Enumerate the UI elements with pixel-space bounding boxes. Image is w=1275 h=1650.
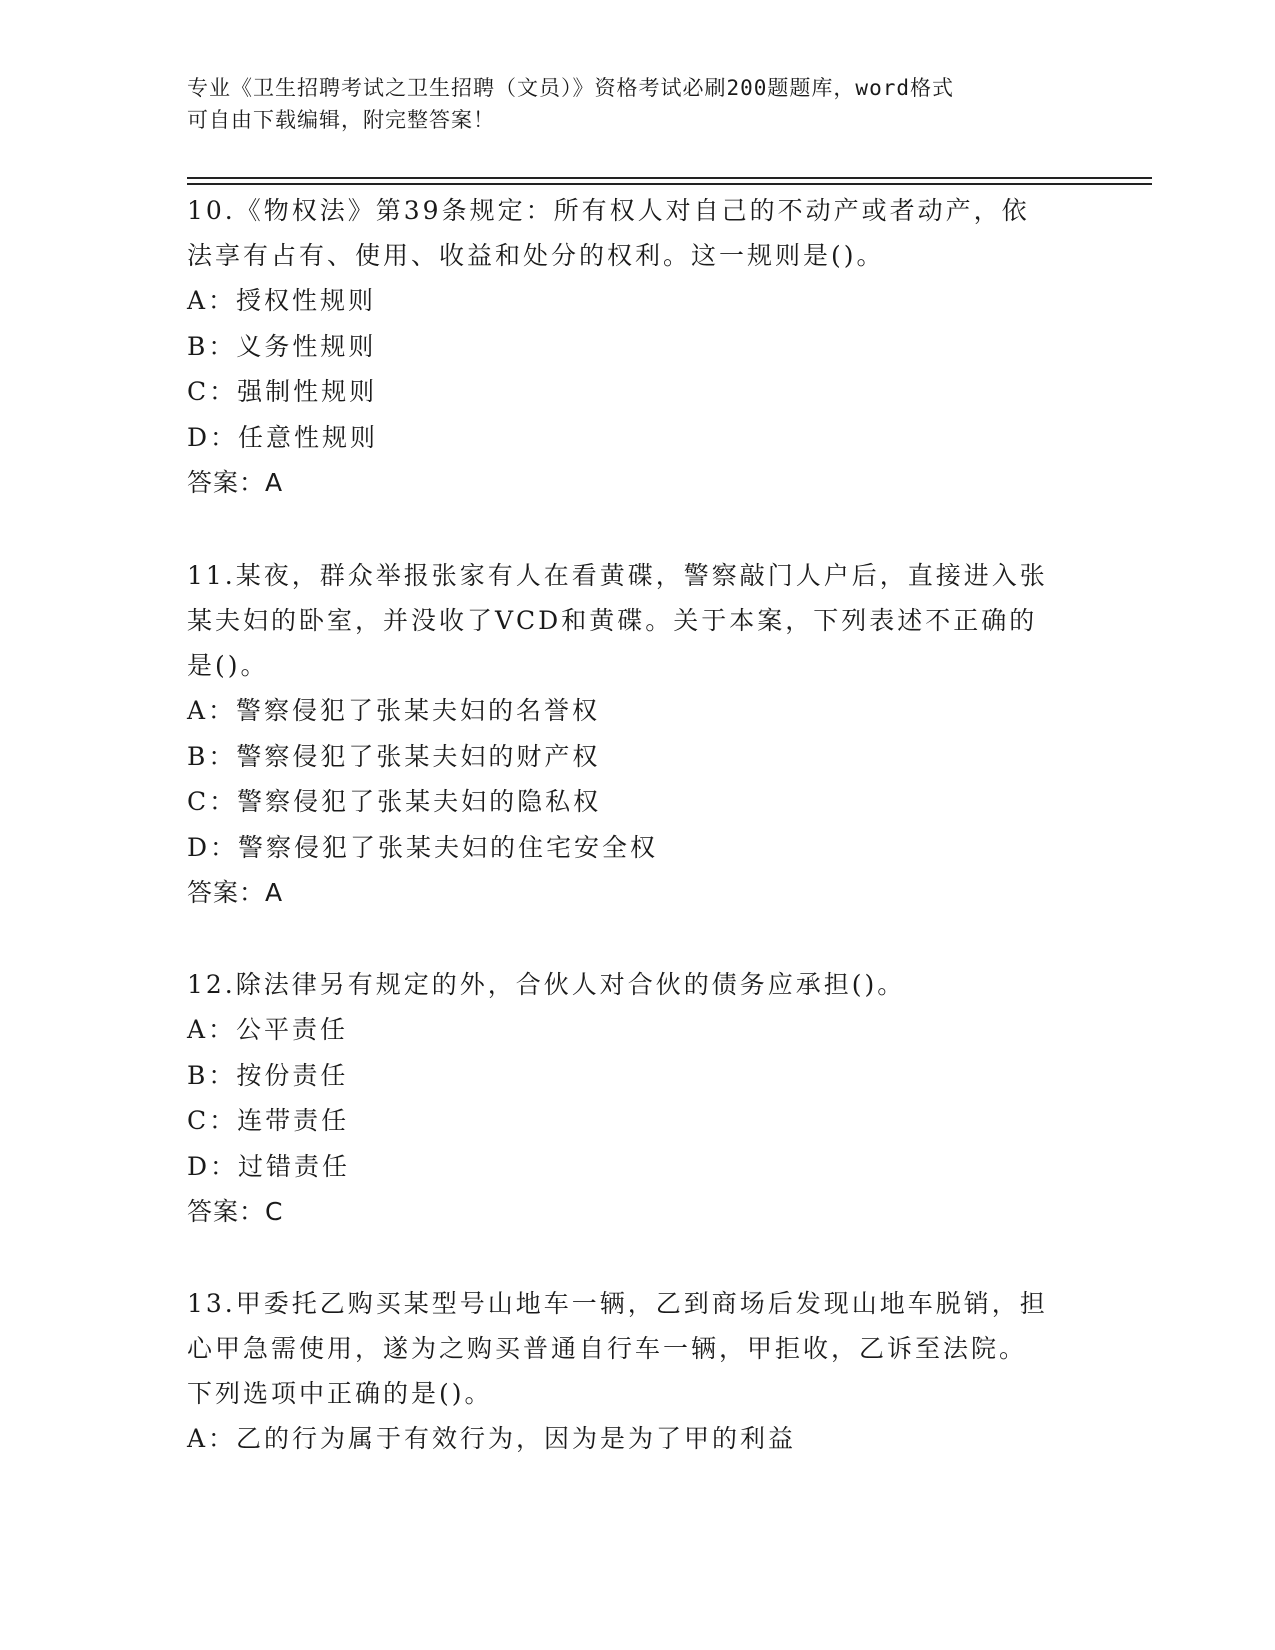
answer-line: 答案：A [187, 878, 284, 907]
option-a: A：公平责任 [187, 1015, 349, 1044]
option-d: D：任意性规则 [187, 422, 379, 452]
header-divider-bottom [187, 183, 1152, 185]
option-b: B：警察侵犯了张某夫妇的财产权 [187, 741, 601, 771]
answer-line: 答案：C [187, 1197, 284, 1226]
question-stem-line: 心甲急需使用，遂为之购买普通自行车一辆，甲拒收，乙诉至法院。 [187, 1334, 1028, 1363]
answer-line: 答案：A [187, 468, 284, 497]
option-b: B：按份责任 [187, 1060, 349, 1090]
question-stem-line: 12.除法律另有规定的外，合伙人对合伙的债务应承担()。 [187, 970, 906, 999]
question-stem-line: 是()。 [187, 651, 269, 680]
question-stem-line: 10.《物权法》第39条规定：所有权人对自己的不动产或者动产，依 [187, 196, 1030, 225]
option-c: C：强制性规则 [187, 377, 378, 406]
question-stem-line: 11.某夜，群众举报张家有人在看黄碟，警察敲门人户后，直接进入张 [187, 561, 1048, 590]
option-a: A：授权性规则 [187, 286, 377, 315]
option-d: D：过错责任 [187, 1151, 351, 1181]
option-c: C：连带责任 [187, 1106, 350, 1135]
question-13 [187, 1281, 1087, 1462]
document-header [187, 72, 1087, 136]
question-stem-line: 某夫妇的卧室，并没收了VCD和黄碟。关于本案，下列表述不正确的 [187, 606, 1038, 635]
option-c: C：警察侵犯了张某夫妇的隐私权 [187, 787, 602, 816]
question-stem-line: 13.甲委托乙购买某型号山地车一辆，乙到商场后发现山地车脱销，担 [187, 1289, 1048, 1318]
option-d: D：警察侵犯了张某夫妇的住宅安全权 [187, 832, 659, 862]
option-a: A：乙的行为属于有效行为，因为是为了甲的利益 [187, 1424, 797, 1453]
header-line-1: 专业《卫生招聘考试之卫生招聘（文员）》资格考试必刷200题题库，word格式 [187, 76, 954, 100]
question-stem-line: 下列选项中正确的是()。 [187, 1379, 493, 1408]
option-a: A：警察侵犯了张某夫妇的名誉权 [187, 696, 601, 725]
question-11 [187, 553, 1087, 915]
question-10 [187, 188, 1087, 505]
question-12 [187, 962, 1087, 1234]
header-line-2: 可自由下载编辑，附完整答案！ [187, 108, 495, 132]
option-b: B：义务性规则 [187, 331, 377, 361]
header-divider-top [187, 177, 1152, 179]
question-stem-line: 法享有占有、使用、收益和处分的权利。这一规则是()。 [187, 241, 885, 270]
